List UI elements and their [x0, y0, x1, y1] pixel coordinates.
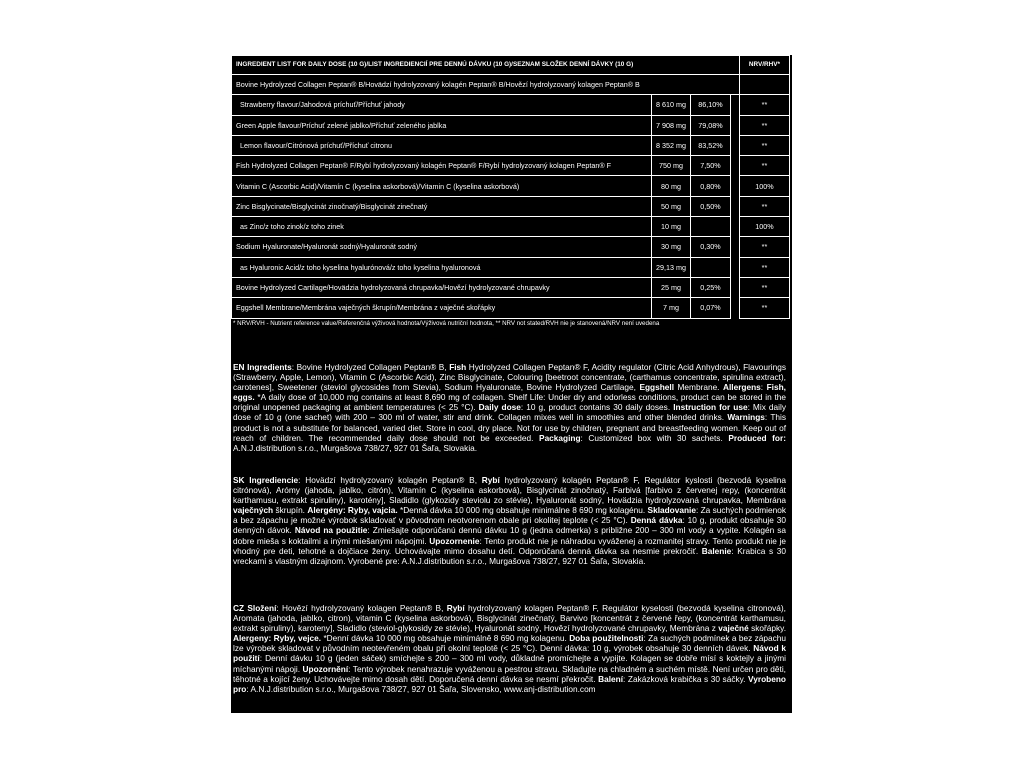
cell-gap — [730, 298, 739, 318]
ingredient-name: as Zinc/z toho zinok/z toho zinek — [232, 217, 652, 237]
table-row — [232, 135, 790, 155]
ingredient-nrv: ** — [739, 196, 789, 216]
cell-gap — [730, 217, 739, 237]
ingredient-percent: 0,07% — [690, 298, 730, 318]
cz-bold-segment: Upozornění — [302, 663, 349, 674]
ingredient-nrv: ** — [739, 135, 789, 155]
ingredient-percent — [690, 217, 730, 237]
cz-bold-segment: Alergeny: Ryby, vejce. — [233, 633, 322, 644]
en-bold-segment: Fish, eggs. — [233, 382, 786, 403]
ingredient-percent: 0,50% — [690, 196, 730, 216]
en-text-segment: : — [760, 382, 767, 393]
cz-bold-segment: vaječné — [718, 623, 749, 634]
ingredient-name: Eggshell Membrane/Membrána vaječných škrupín/Membrána z vaječné skořápky — [232, 298, 652, 318]
sk-text-segment: škrupín. — [273, 505, 308, 516]
cz-text-segment: : A.N.J.distribution s.r.o., Murgašova 738/27, 927 01 Šaľa, Slovensko, www.anj-distribution.com — [246, 683, 596, 694]
cell-gap — [730, 135, 739, 155]
ingredient-nrv: ** — [739, 298, 789, 318]
en-bold-segment: Eggshell — [639, 382, 675, 393]
cell-gap — [730, 237, 739, 257]
ingredient-name: Lemon flavour/Citrónová príchuť/Příchuť citronu — [232, 135, 652, 155]
ingredient-percent: 7,50% — [690, 156, 730, 176]
ingredient-nrv — [739, 75, 789, 95]
ingredient-amount: 25 mg — [652, 277, 691, 297]
table-header-nrv: NRV/RHV* — [739, 56, 789, 75]
ingredient-percent: 86,10% — [690, 95, 730, 115]
sk-text-segment: : Krabica s 30 vreckami s vlastným dizajnom. Vyrobené pre: A.N.J.distribution s.r.o., Murgašova 738/27, 927 01 Šaľa, Slovakia. — [233, 545, 786, 566]
product-label — [231, 55, 792, 713]
ingredient-amount: 10 mg — [652, 217, 691, 237]
ingredient-amount: 29,13 mg — [652, 257, 691, 277]
sk-bold-segment: SK Ingrediencie — [233, 475, 299, 485]
table-row — [232, 257, 790, 277]
cz-text-segment: : Denní dávku 10 g (jeden sáček) smíchejte s 200 – 300 ml vody, důkladně promíchejte a vypijte. Kolagen se dobře mísí s koktejly a jinými míchanými nápoji. — [233, 653, 786, 674]
en-text-segment: *A daily dose of 10,000 mg contains at least 8,690 mg of collagen. Shelf Life: Under dry and odorless conditions, product can be stored in the original unopened packaging at ambient temperatures (< 25 °C). — [233, 392, 786, 413]
ingredient-amount: 7 908 mg — [652, 115, 691, 135]
sk-bold-segment: Návod na použitie — [294, 525, 368, 536]
ingredient-amount: 750 mg — [652, 156, 691, 176]
cell-gap — [730, 176, 739, 196]
table-row — [232, 277, 790, 297]
ingredient-name: Bovine Hydrolyzed Cartilage/Hovädzia hydrolyzovaná chrupavka/Hovězí hydrolyzované chrupavky — [232, 277, 652, 297]
sk-text-segment: : Hovädzí hydrolyzovaný kolagén Peptan® B, — [298, 475, 482, 485]
en-bold-segment: Produced for: — [728, 432, 786, 443]
ingredient-nrv: 100% — [739, 217, 789, 237]
cz-text-segment: *Denní dávka 10 000 mg obsahuje minimálně 8 690 mg kolagenu. — [321, 633, 570, 644]
cell-gap — [730, 156, 739, 176]
sk-text-segment: : 10 g, produkt obsahuje 30 denných dávok. — [233, 515, 786, 536]
ingredient-nrv: ** — [739, 95, 789, 115]
cell-gap — [730, 95, 739, 115]
cz-bold-segment: Návod k použití — [233, 643, 787, 664]
cz-text-segment: skořápky. — [748, 623, 787, 634]
ingredient-nrv: ** — [739, 115, 789, 135]
en-text-segment: : This product is not a substitute for balanced, varied diet. Store in cool, dry place. Not for use by children, pregnant and breastfeeding women. Keep out of reach of children. The recommended daily dose should not be exceeded. — [233, 412, 787, 443]
table-header-row — [232, 56, 790, 75]
cell-gap — [730, 257, 739, 277]
cz-text-segment: hydrolyzovaný kolagen Peptan® F, Regulátor kyselosti (bezvodá kyselina citronová), Aromata (jahoda, jablko, citron), vitamin C (kyselina askorbová), Bisglycinát zinečnatý, Barvivo [koncentrát z červené řepy, (koncentrát karthamusu, extrakt spiruliny), karoteny], Sladidlo (steviol-glykosidy ze stévie), Hyaluronát sodný, Hovězí hydrolyzované chrupavky, Membrána z — [233, 603, 786, 634]
table-row — [232, 196, 790, 216]
en-bold-segment: Instruction for use — [673, 402, 748, 413]
ingredients-sk — [233, 475, 786, 566]
ingredient-name: Fish Hydrolyzed Collagen Peptan® F/Rybí hydrolyzovaný kolagén Peptan® F/Rybí hydrolyzovaný kolagen Peptan® F — [232, 156, 652, 176]
en-text-segment: : Bovine Hydrolyzed Collagen Peptan® B, — [291, 362, 450, 372]
sk-bold-segment: Upozornenie — [429, 535, 480, 546]
cell-gap — [730, 277, 739, 297]
table-row — [232, 298, 790, 318]
ingredients-cz — [233, 603, 786, 694]
en-text-segment: A.N.J.distribution s.r.o., Murgašova 738/27, 927 01 Šaľa, Slovakia. — [233, 442, 478, 453]
en-text-segment: Hydrolyzed Collagen Peptan® F, Acidity regulator (Citric Acid Anhydrous), Flavourings (Strawberry, Apple, Lemon), Vitamin C (Ascorbic Acid), Zinc Bisglycinate, Colouring [beetroot concentrate, (carthamus concentrate, spirulina extract), carotenes], Sweetener (steviol glycosides from Stevia), Sodium Hyaluronate, Bovine Hydrolyzed Cartilage, — [233, 362, 786, 393]
ingredient-amount: 8 610 mg — [652, 95, 691, 115]
ingredient-name: Strawberry flavour/Jahodová príchuť/Příchuť jahody — [232, 95, 652, 115]
ingredient-name: Sodium Hyaluronate/Hyaluronát sodný/Hyaluronát sodný — [232, 237, 652, 257]
ingredient-name: as Hyaluronic Acid/z toho kyselina hyalurónová/z toho kyselina hyaluronová — [232, 257, 652, 277]
sk-bold-segment: Balenie — [701, 545, 732, 556]
ingredient-percent: 83,52% — [690, 135, 730, 155]
ingredient-nrv: ** — [739, 277, 789, 297]
sk-bold-segment: Rybí — [481, 475, 500, 485]
en-bold-segment: EN Ingredients — [233, 362, 292, 372]
sk-text-segment: *Denná dávka 10 000 mg obsahuje minimálne 8 690 mg kolagénu. — [397, 505, 648, 516]
table-row — [232, 176, 790, 196]
table-row — [232, 75, 790, 95]
cell-gap — [730, 196, 739, 216]
en-bold-segment: Warnings — [727, 412, 765, 423]
cz-text-segment: : Tento výrobek nenahrazuje vyváženou a pestrou stravu. Skladujte na chladném a suchém místě. Není určen pro děti, těhotné a kojící ženy. Uchovávejte mimo dosah dětí. Doporučená denní dávka se nesmí překročit. — [233, 663, 786, 684]
ingredient-amount: 8 352 mg — [652, 135, 691, 155]
cz-text-segment: : Za suchých podmínek a bez zápachu lze výrobek skladovat v původním neotevřeném obalu při okolní teplotě (< 25 °C). Denní dávka: 10 g, výrobek obsahuje 30 denních dávek. — [233, 633, 786, 654]
cz-bold-segment: CZ Složení — [233, 603, 277, 613]
ingredient-percent — [690, 257, 730, 277]
ingredient-amount: 50 mg — [652, 196, 691, 216]
cz-bold-segment: Rybí — [446, 603, 465, 613]
ingredient-name: Green Apple flavour/Príchuť zelené jablko/Příchuť zeleného jablka — [232, 115, 652, 135]
sk-text-segment: : Tento produkt nie je náhradou vyváženej a rozmanitej stravy. Tento produkt nie je vhodný pre deti, tehotné a dojčiace ženy. Uchovávajte mimo dosahu detí. Odporúčaná denná dávka sa nesmie prekročiť. — [233, 535, 786, 556]
ingredient-name: Vitamin C (Ascorbic Acid)/Vitamín C (kyselina askorbová)/Vitamin C (kyselina askorbová) — [232, 176, 652, 196]
sk-bold-segment: Alergény: Ryby, vajcia. — [307, 505, 398, 516]
ingredient-percent: 0,80% — [690, 176, 730, 196]
sk-text-segment: : Zmiešajte odporúčanú dennú dávku 10 g (jedna odmerka) s približne 200 – 300 ml vody a vypite. Kolagén sa dobre mieša s koktailmi a inými miešanými nápojmi. — [233, 525, 786, 546]
sk-bold-segment: vaječných — [233, 505, 274, 516]
ingredient-name: Bovine Hydrolyzed Collagen Peptan® B/Hovädzí hydrolyzovaný kolagén Peptan® B/Hovězí hydrolyzovaný kolagen Peptan® B — [232, 75, 740, 95]
sk-bold-segment: Skladovanie — [647, 505, 696, 516]
ingredient-percent: 79,08% — [690, 115, 730, 135]
table-row — [232, 156, 790, 176]
sk-bold-segment: Denná dávka — [630, 515, 683, 526]
sk-text-segment: : Za suchých podmienok a bez zápachu je možné výrobok skladovať v pôvodnom neotvorenom obale pri okolitej teplote (< 25 °C). — [233, 505, 786, 526]
sk-text-segment: hydrolyzovaný kolagén Peptan® F, Regulátor kyslosti (bezvodá kyselina citrónová), Arómy (jahoda, jablko, citrón), Vitamín C (kyselina askorbová), Bisglycinát zinočnatý, Farbivá [farbivo z červenej repy, (koncentrát karthamusu, extrakt spiruliny), karotény], Sladidlo (glykozidy steviolu zo stévie), Hyaluronát sodný, Hovädzia hydrolyzovaná chrupavka, Membrána — [233, 475, 786, 506]
en-bold-segment: Fish — [449, 362, 467, 372]
cz-text-segment: : Zakázková krabička s 30 sáčky. — [623, 673, 749, 684]
en-bold-segment: Packaging — [539, 432, 581, 443]
table-header-title: INGREDIENT LIST FOR DAILY DOSE (10 G)/LIST INGREDIENCIÍ PRE DENNÚ DÁVKU (10 G)/SEZNAM SLOŽEK DENNÍ DÁVKY (10 G) — [232, 56, 740, 75]
ingredient-amount: 7 mg — [652, 298, 691, 318]
ingredient-table — [231, 55, 790, 319]
ingredient-name: Zinc Bisglycinate/Bisglycinát zinočnatý/Bisglycinát zinečnatý — [232, 196, 652, 216]
en-text-segment: : Mix daily dose of 10 g (one sachet) with 200 – 300 ml of water, stir and drink. Collagen mixes well in smoothies and other blended drinks. — [233, 402, 786, 423]
table-row — [232, 115, 790, 135]
ingredient-nrv: 100% — [739, 176, 789, 196]
cell-gap — [730, 115, 739, 135]
en-bold-segment: Allergens — [722, 382, 761, 393]
ingredients-en — [233, 362, 786, 453]
cz-bold-segment: Doba použitelnosti — [569, 633, 644, 644]
table-footnote: * NRV/RVH - Nutrient reference value/Referenčná výživová hodnota/Výživová nutriční hodnota, ** NRV not stated/RVH nie je stanovená/NRV není uvedena — [233, 320, 660, 327]
table-row — [232, 95, 790, 115]
ingredient-nrv: ** — [739, 237, 789, 257]
ingredient-percent: 0,25% — [690, 277, 730, 297]
table-row — [232, 217, 790, 237]
en-bold-segment: Daily dose — [478, 402, 521, 413]
cz-bold-segment: Vyrobeno pro — [233, 673, 786, 694]
cz-text-segment: : Hovězí hydrolyzovaný kolagen Peptan® B, — [276, 603, 447, 613]
ingredient-nrv: ** — [739, 257, 789, 277]
en-text-segment: : Customized box with 30 sachets. — [580, 432, 729, 443]
ingredient-percent: 0,30% — [690, 237, 730, 257]
cz-bold-segment: Balení — [598, 673, 624, 684]
ingredient-amount: 30 mg — [652, 237, 691, 257]
en-text-segment: Membrane. — [674, 382, 723, 393]
ingredient-nrv: ** — [739, 156, 789, 176]
ingredient-amount: 80 mg — [652, 176, 691, 196]
en-text-segment: : 10 g, product contains 30 daily doses. — [520, 402, 674, 413]
table-row — [232, 237, 790, 257]
